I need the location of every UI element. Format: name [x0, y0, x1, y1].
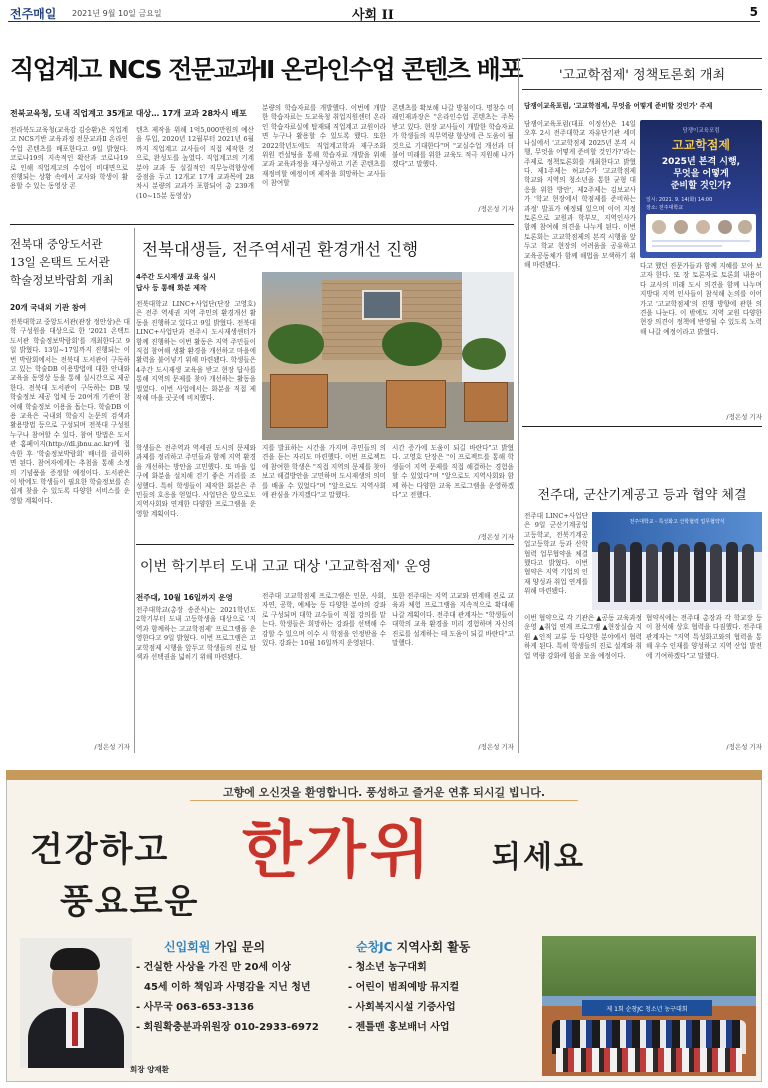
chairman-photo — [20, 938, 132, 1068]
recruit-title-a: 신입회원 — [164, 940, 211, 954]
main-col-1: 전라북도교육청(교육감 김승환)은 직업계고 NCS기반 교육과정 전문교과Ⅱ 온라인수업 콘텐츠를 배포한다고 9일 밝혔다. 코로나19의 지속적인 확산과 코로나19로 인해 직업계고의 수업이 비대면으로 진행되는 상황 속에서 교사와 학생이 활용할 수 있는 동영상 콘 — [10, 126, 128, 191]
jbnu-col-4: 시간 증가에 도움이 되길 바란다"고 밝혔다. 고영호 단장은 "이 프로젝트를 통해 학생들이 지역 문제를 직접 해결하는 경험을 할 수 있었다"며 "앞으로도 지역사회와 함께 하는 다양한 교육 프로그램을 운영하겠다"고 전했다. — [392, 444, 514, 500]
chairman-hair — [50, 948, 100, 970]
recruit-title — [164, 938, 344, 955]
ad-banner-text: 고향에 오신것을 환영합니다. 풍성하고 즐거운 연휴 되시길 빕니다. — [222, 786, 546, 799]
panel-line — [652, 245, 722, 247]
jbnu-headline: 전북대생들, 전주역세권 환경개선 진행 — [142, 240, 419, 259]
main-byline: /정은성 기자 — [478, 205, 514, 213]
jbnu-col-3: 지를 발표하는 시간을 가지며 주민들의 의견을 듣는 자리도 마련했다. 이번 프로젝트에 참여한 학생은 "직접 지역의 문제를 찾아보고 해결방안을 고민하며 도시재생의 의미를 배울 수 있었다"며 "앞으로도 지역사회에 관심을 가지겠다"고 말했다. — [262, 444, 386, 500]
credit-headline: 이번 학기부터 도내 고교 대상 '고교학점제' 운영 — [140, 559, 432, 575]
speaker-avatar — [674, 220, 688, 234]
divider — [522, 426, 762, 427]
poster-line-2: 무엇을 어떻게 — [673, 169, 729, 179]
person — [726, 542, 738, 602]
main-headline: 직업계고 NCS 전문교과Ⅱ 온라인수업 콘텐츠 배포 — [10, 55, 522, 84]
recruit-list — [136, 958, 344, 1038]
court-banner-text: 제 1회 순창JC 청소년 농구대회 — [606, 1006, 688, 1013]
divider — [10, 224, 514, 225]
person — [710, 544, 722, 602]
jbnu-sub-1: 4주간 도시재생 교육 실시 — [136, 273, 216, 281]
basketball-photo — [542, 936, 756, 1076]
court-banner — [582, 1000, 712, 1016]
library-head-1: 전북대 중앙도서관 — [10, 237, 103, 251]
activity-item: - 어린이 범죄예방 뮤지컬 — [348, 982, 460, 993]
person — [630, 542, 642, 602]
activity-item: - 사회복지시설 기증사업 — [348, 1002, 456, 1013]
activity-title-b: 지역사회 활동 — [396, 940, 471, 954]
library-body: 전북대학교 중앙도서관(관장 정안상)은 대학 구성원을 대상으로 한 '2021 온택트 도서관 학술정보박람회'를 개최한다고 9일 밝혔다. 13일~17일까지 진행되는 이번 박람회에서는 전북대 도서관이 구독하고 있는 학술DB 이용방법에 대한 안내와 교육을 동영상 등을 통해 실시간으로 제공한다. 전북대 도서관이 구독하는 DB 및 학술정보 제공 업체 등 20여개 기관이 참여해 학술정보 이용을 돕는다. 학술DB 이용 교육은 국내외 학술지 논문의 검색과 활용방법 등으로 구성되며 전북대 구성원 누구나 참여할 수 있다. 참여 방법은 도서관 홈페이지(http://dl.jbnu.ac.kr)에 접속한 후 '학술정보박람회' 배너를 클릭하면 된다. 참여자에게는 추첨을 통해 소정의 기념품을 증정할 예정이다. 도서관은 이 밖에도 학생들이 필요한 학술정보를 손쉽게 찾을 수 있도록 다양한 서비스를 운영할 계획이다. — [10, 318, 130, 505]
recruit-item: - 건실한 사상을 가진 만 20세 이상 — [136, 962, 291, 973]
pine-tree — [462, 338, 506, 370]
issue-date: 2021년 9월 10일 금요일 — [72, 9, 162, 18]
activity-title-a: 순창JC — [356, 940, 393, 954]
activity-list — [348, 958, 528, 1038]
library-head-2: 13일 온택트 도서관 — [10, 255, 110, 269]
planter-box — [464, 382, 508, 422]
poster-panel — [646, 214, 756, 252]
chairman-label: 회장 양재환 — [130, 1065, 169, 1074]
pine-tree — [382, 322, 442, 366]
group-row — [556, 1048, 742, 1072]
recruit-item: 45세 이하 책임과 사명감을 지닌 청년 — [144, 982, 311, 993]
greeting-2: 풍요로운 — [60, 882, 200, 922]
person — [742, 544, 754, 602]
activity-title — [356, 938, 526, 955]
recruit-item: - 사무국 063-653-3136 — [136, 1002, 254, 1013]
recruit-item: - 회원확충분과위원장 010-2933-6972 — [136, 1022, 319, 1033]
right-top-byline: /정은성 기자 — [726, 413, 762, 421]
page-number: 5 — [749, 5, 758, 19]
poster-line-1: 2025년 본격 시행, — [661, 157, 741, 167]
planter-box — [386, 380, 446, 428]
jbnu-byline: /정은성 기자 — [478, 533, 514, 541]
person — [678, 544, 690, 602]
library-subhead: 20개 국내외 기관 참여 — [10, 303, 87, 312]
paper-name: 전주매일 — [10, 7, 57, 21]
pine-tree — [268, 324, 324, 364]
forum-poster — [640, 120, 762, 258]
right-top-col-2: 다고 했던 진문가들과 함께 지혜를 모아 보고자 한다. 또 장 토론자로 토론회 내용이 다 교사의 미래 도시 의견을 함께 나누며 지방대 지역 인사들이 참석해 논의를 이어 가고 '고교학점제'의 진행 방향에 관한 의견을 나눈다. 이 밖에도 지역 교원 다양한 현장 의견이 정책에 반영될 수 있도록 노력해 나갈 예정이라고 밝혔다. — [640, 262, 762, 336]
gunsan-col-1: 전주대 LINC+사업단은 9일 군산기계공업고등학교, 전북기계공업고등학교 등과 산학협력 업무협약을 체결했다고 밝혔다. 이번 협약은 지역 기업의 인재 양성과 취업 연계를 위해 마련됐다. — [524, 512, 588, 596]
window — [362, 290, 402, 320]
column-divider — [134, 228, 135, 753]
main-col-2: 텐츠 제작을 위해 1억5,000만원의 예산을 투입, 2020년 12월부터 2021년 6월까지 직업계고 교사들이 직접 제작한 것으로, 완성도를 높였다. 직업계고의 기계분야 교과 등 실질적인 직무능력향상에 중점을 두고 12개교 17개 교과목에 28차시 분량의 교과가 포함되어 총 239개(10~15분 동영상) — [136, 126, 254, 200]
mou-photo — [592, 512, 762, 610]
mou-banner: 전주대학교 - 특성화고 산학협력 업무협약식 — [629, 519, 725, 525]
main-subhead: 전북교육청, 도내 직업계고 35개교 대상… 17개 교과 28차시 배포 — [10, 109, 247, 118]
poster-where: 장소: 전주대학교 — [646, 205, 684, 211]
gunsan-col-3: 협약식에는 전주대 총장과 각 학교장 등이 참석해 상호 협력을 다짐했다. 전주대 관계자는 "지역 특성화고와의 협력을 통해 우수 인재를 양성하고 지역 산업 발전에 기여하겠다"고 말했다. — [646, 614, 762, 660]
gunsan-byline: /정은성 기자 — [726, 743, 762, 751]
column-divider — [518, 58, 519, 753]
credit-byline: /정은성 기자 — [478, 743, 514, 751]
jbnu-col-2: 학생들은 전주역과 역세권 도시의 문제와 과제를 정리하고 주민들과 함께 지역 환경을 개선하는 방안을 고민했다. 또 마을 입구에 화분을 설치해 걷기 좋은 거리를 조성했다. 특히 학생들이 제작한 화분은 주민들의 호응을 얻었다. 사업단은 앞으로도 지역사회와 연계한 다양한 프로그램을 운영할 계획이다. — [136, 444, 256, 518]
white-wall — [462, 272, 514, 392]
speaker-avatar — [718, 220, 732, 234]
masthead — [8, 4, 760, 22]
main-col-3: 분량의 학습자료를 개발했다. 이번에 개발한 학습자료는 도교육청 취업지원센터 온라인 학습자료실에 탑재돼 직업계고 교원이라면 누구나 활용할 수 있도록 했다. 또한 2022학년도에도 직업계고학과 재구조화 위원 컨설팅을 통해 학습자료 개발을 위해 교과 교육과정을 재구성하고 기존 콘텐츠를 재정비할 예정이며 제작을 희망하는 교사들이 참여할 — [262, 104, 386, 188]
greeting-1: 건강하고 — [30, 830, 170, 870]
greeting-3: 되세요 — [492, 840, 585, 875]
jbnu-col-1: 전북대학교 LINC+사업단(단장 고영호)은 전주 역세권 지역 주민의 환경개선 활동을 진행하고 있다고 9일 밝혔다. 전북대 LINC+사업단과 전주시 도시재생센터가 함께 진행하는 이번 활동은 지역 주민들이 직접 참여해 생활 환경을 개선하고 마을에 활력을 불어넣기 위해 마련됐다. 학생들은 4주간 도시재생 교육을 받고 현장 답사를 통해 지역의 문제를 찾아 개선하는 활동을 벌였다. 이번 사업에서는 화분을 직접 제작해 마을 곳곳에 비치했다. — [136, 300, 256, 403]
library-byline: /정은성 기자 — [94, 743, 130, 751]
person — [598, 542, 610, 602]
poster-title: 고교학점제 — [672, 138, 730, 152]
poster-line-3: 준비할 것인가? — [670, 181, 732, 191]
credit-col-1: 전주대학교(총장 송준식)는 2021학년도 2학기부터 도내 고등학생을 대상으로 '지역과 함께하는 고교학점제' 프로그램을 운영한다고 9일 밝혔다. 이번 프로그램은 고교학점제 시행을 앞두고 학생들의 진로 탐색과 선택권을 넓히기 위해 마련됐다. — [136, 606, 256, 662]
credit-col-2: 전주대 고교학점제 프로그램은 인문, 사회, 자연, 공학, 예체능 등 다양한 분야의 강좌로 구성되며 대학 교수들이 직접 강의를 맡는다. 학생들은 희망하는 강좌를 선택해 수강할 수 있으며 이수 시 학점을 인정받을 수 있다. 강좌는 10월 16일까지 운영된다. — [262, 592, 386, 648]
credit-col-3: 또한 전주대는 지역 고교와 연계해 진로 교육과 체험 프로그램을 지속적으로 확대해 나갈 계획이다. 전주대 관계자는 "학생들이 대학의 교육 환경을 미리 경험하며 자신의 진로를 설계하는 데 도움이 되길 바란다"고 말했다. — [392, 592, 514, 648]
section-title: 사회 II — [352, 8, 394, 23]
gunsan-headline: 전주대, 군산기계공고 등과 협약 체결 — [537, 488, 747, 503]
credit-lead: 전주대, 10월 16일까지 운영 — [136, 593, 233, 602]
poster-org: 담쟁이교육포럼 — [682, 128, 720, 134]
speaker-avatar — [696, 220, 710, 234]
ad-top-bar — [6, 770, 762, 780]
right-top-headline: '고교학점제' 정책토론회 개최 — [558, 68, 726, 83]
speaker-avatar — [738, 220, 752, 234]
recruit-title-b: 가입 문의 — [214, 940, 266, 954]
right-top-subhead: 담쟁이교육포럼, '고교학점제, 무엇을 어떻게 준비할 것인가' 주제 — [524, 102, 713, 110]
poster-when: 일시: 2021. 9. 14(화) 14:00 — [646, 197, 713, 203]
panel-line — [652, 240, 750, 242]
trees — [542, 936, 756, 996]
jbnu-sub-2: 답사 등 통해 화분 제작 — [136, 284, 207, 292]
gunsan-col-2: 이번 협약으로 각 기관은 ▲공동 교육과정 운영 ▲취업 연계 프로그램 ▲현장실습 지원 ▲인적 교류 등 다양한 분야에서 협력하게 된다. 특히 학생들의 진로 설계와 취업 역량 강화에 힘을 모을 예정이다. — [524, 614, 642, 660]
chairman-tie — [72, 1012, 78, 1046]
main-col-4: 콘텐츠를 확보해 나갈 방침이다. 명창수 미래인재과장은 "온라인수업 콘텐츠는 주목받고 있다. 현장 교사들이 개발한 학습자료가 학생들의 직무역량 향상에 큰 도움이 될 것으로 기대한다"며 "교실수업 개선과 더불어 미래를 위한 교육도 적극 지원해 나가겠다"고 말했다. — [392, 104, 514, 169]
person — [694, 542, 706, 602]
planter-photo — [262, 272, 514, 440]
activity-item: - 청소년 농구대회 — [348, 962, 427, 973]
person — [662, 542, 674, 602]
speaker-avatar — [652, 220, 666, 234]
person — [646, 544, 658, 602]
person — [614, 544, 626, 602]
library-head-3: 학술정보박람회 개최 — [10, 273, 114, 287]
activity-item: - 젠틀맨 홍보배너 사업 — [348, 1022, 450, 1033]
divider — [136, 544, 514, 545]
right-top-col-1: 담쟁이교육포럼(대표 이정선)은 14일 오후 2시 전주대학교 자유단기관 세미나실에서 '고교학점제 2025년 본격 시행, 무엇을 어떻게 준비할 것인가?'라는 주제로 정책토론회를 개최한다고 밝혔다. 제1주제는 허교수가 '고교학점제 학교와 지역의 청소년을 통한 균형 대응을 위한 방안', 제2주제는 김보교사가 '학교 현장에서 학점제를 준비하는 과정' 발표가 예정돼 있으며 이어 지정토론으로 교원과 학부모, 지역인사가 함께 참여해 의견을 나누게 된다. 이번 토론회는 고교학점제의 본격 시행을 앞두고 학교 현장의 어려움을 공유하고 교육공동체가 함께 해법을 모색하기 위해 마련됐다. — [524, 120, 636, 270]
greeting-big: 한가위 — [242, 813, 434, 886]
planter-box — [270, 374, 328, 428]
